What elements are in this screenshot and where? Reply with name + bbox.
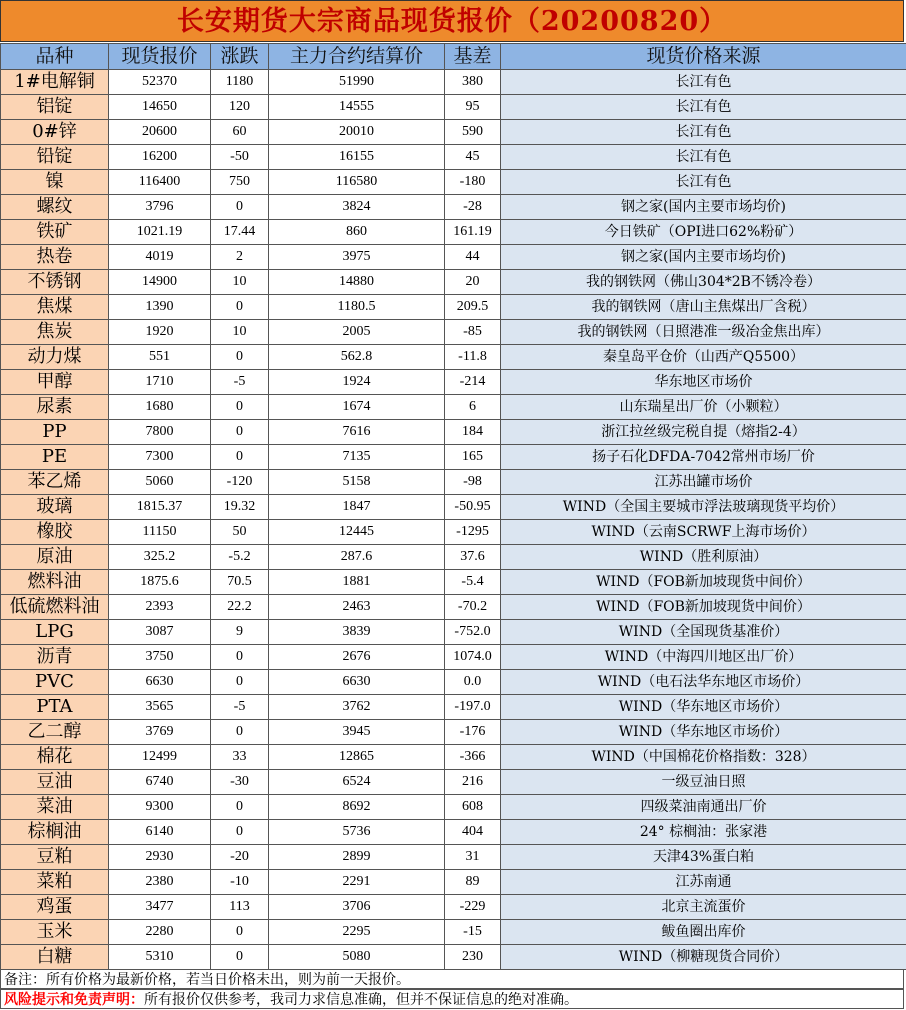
spot-price-cell: 7800 [109,420,211,445]
change-cell: 2 [211,245,269,270]
header-basis: 基差 [445,44,501,70]
settle-price-cell: 2295 [269,920,445,945]
basis-cell: 184 [445,420,501,445]
spot-price-cell: 6740 [109,770,211,795]
spot-price-cell: 3796 [109,195,211,220]
source-cell: 钢之家(国内主要市场均价) [501,245,906,270]
change-cell: 33 [211,745,269,770]
settle-price-cell: 14880 [269,270,445,295]
basis-cell: 89 [445,870,501,895]
disclaimer [0,989,904,1009]
table-row [1,95,906,120]
spot-price-cell: 3769 [109,720,211,745]
table-row [1,345,906,370]
settle-price-cell: 2005 [269,320,445,345]
settle-price-cell: 3945 [269,720,445,745]
source-cell: 长江有色 [501,95,906,120]
basis-cell: 161.19 [445,220,501,245]
source-cell: WIND（华东地区市场价） [501,695,906,720]
basis-cell: -229 [445,895,501,920]
basis-cell: 0.0 [445,670,501,695]
variety-cell: 菜粕 [1,870,109,895]
settle-price-cell: 5158 [269,470,445,495]
settle-price-cell: 287.6 [269,545,445,570]
settle-price-cell: 7135 [269,445,445,470]
variety-cell: 玉米 [1,920,109,945]
spot-price-cell: 2380 [109,870,211,895]
change-cell: 50 [211,520,269,545]
basis-cell: -214 [445,370,501,395]
variety-cell: 棕榈油 [1,820,109,845]
settle-price-cell: 7616 [269,420,445,445]
table-row [1,620,906,645]
header-change: 涨跌 [211,44,269,70]
change-cell: 113 [211,895,269,920]
variety-cell: PP [1,420,109,445]
source-cell: 长江有色 [501,120,906,145]
basis-cell: -752.0 [445,620,501,645]
spot-price-cell: 1920 [109,320,211,345]
source-cell: 长江有色 [501,145,906,170]
change-cell: 0 [211,795,269,820]
change-cell: 70.5 [211,570,269,595]
source-cell: WIND（FOB新加坡现货中间价） [501,570,906,595]
basis-cell: -50.95 [445,495,501,520]
spot-price-cell: 5060 [109,470,211,495]
change-cell: -120 [211,470,269,495]
spot-price-cell: 9300 [109,795,211,820]
variety-cell: 铁矿 [1,220,109,245]
settle-price-cell: 12445 [269,520,445,545]
variety-cell: PTA [1,695,109,720]
table-row [1,870,906,895]
variety-cell: 动力煤 [1,345,109,370]
basis-cell: 37.6 [445,545,501,570]
table-row [1,420,906,445]
table-row [1,195,906,220]
change-cell: 1180 [211,70,269,95]
change-cell: 0 [211,420,269,445]
basis-cell: 608 [445,795,501,820]
variety-cell: 铝锭 [1,95,109,120]
header-price-source: 现货价格来源 [501,44,906,70]
basis-cell: -11.8 [445,345,501,370]
spot-price-cell: 6630 [109,670,211,695]
source-cell: 我的钢铁网（唐山主焦煤出厂含税） [501,295,906,320]
source-cell: 扬子石化DFDA-7042常州市场厂价 [501,445,906,470]
spot-price-cell: 6140 [109,820,211,845]
table-row [1,520,906,545]
change-cell: 0 [211,670,269,695]
table-row [1,470,906,495]
spot-price-cell: 3750 [109,645,211,670]
table-row [1,370,906,395]
settle-price-cell: 3762 [269,695,445,720]
variety-cell: 玻璃 [1,495,109,520]
source-cell: 今日铁矿（OPI进口62%粉矿） [501,220,906,245]
source-cell: 山东瑞星出厂价（小颗粒） [501,395,906,420]
settle-price-cell: 5736 [269,820,445,845]
settle-price-cell: 2463 [269,595,445,620]
variety-cell: 原油 [1,545,109,570]
basis-cell: 20 [445,270,501,295]
settle-price-cell: 5080 [269,945,445,970]
table-row [1,595,906,620]
variety-cell: 1#电解铜 [1,70,109,95]
spot-price-cell: 3087 [109,620,211,645]
settle-price-cell: 12865 [269,745,445,770]
source-cell: 江苏出罐市场价 [501,470,906,495]
table-row [1,670,906,695]
page-title: 长安期货大宗商品现货报价（20200820） [0,0,904,42]
variety-cell: 棉花 [1,745,109,770]
change-cell: -20 [211,845,269,870]
source-cell: 江苏南通 [501,870,906,895]
basis-cell: -85 [445,320,501,345]
header-variety: 品种 [1,44,109,70]
basis-cell: 216 [445,770,501,795]
change-cell: -50 [211,145,269,170]
table-row [1,445,906,470]
source-cell: WIND（电石法华东地区市场价） [501,670,906,695]
source-cell: 秦皇岛平仓价（山西产Q5500） [501,345,906,370]
table-row [1,695,906,720]
basis-cell: 404 [445,820,501,845]
variety-cell: 鸡蛋 [1,895,109,920]
basis-cell: -176 [445,720,501,745]
spot-price-cell: 11150 [109,520,211,545]
variety-cell: PE [1,445,109,470]
variety-cell: 菜油 [1,795,109,820]
variety-cell: 乙二醇 [1,720,109,745]
table-row [1,145,906,170]
variety-cell: 不锈钢 [1,270,109,295]
change-cell: 0 [211,645,269,670]
settle-price-cell: 1924 [269,370,445,395]
basis-cell: 45 [445,145,501,170]
source-cell: 一级豆油日照 [501,770,906,795]
spot-price-cell: 12499 [109,745,211,770]
table-row [1,395,906,420]
settle-price-cell: 860 [269,220,445,245]
change-cell: -5.2 [211,545,269,570]
settle-price-cell: 16155 [269,145,445,170]
spot-price-cell: 2930 [109,845,211,870]
note: 备注：所有价格为最新价格，若当日价格未出，则为前一天报价。 [0,969,904,989]
variety-cell: 低硫燃料油 [1,595,109,620]
source-cell: 华东地区市场价 [501,370,906,395]
source-cell: WIND（中国棉花价格指数：328） [501,745,906,770]
header-spot-price: 现货报价 [109,44,211,70]
settle-price-cell: 1180.5 [269,295,445,320]
change-cell: 10 [211,320,269,345]
basis-cell: 1074.0 [445,645,501,670]
table-row [1,170,906,195]
change-cell: 10 [211,270,269,295]
table-row [1,270,906,295]
change-cell: -5 [211,370,269,395]
settle-price-cell: 3706 [269,895,445,920]
basis-cell: -5.4 [445,570,501,595]
source-cell: WIND（云南SCRWF上海市场价） [501,520,906,545]
settle-price-cell: 3824 [269,195,445,220]
source-cell: WIND（胜利原油） [501,545,906,570]
source-cell: 钢之家(国内主要市场均价) [501,195,906,220]
settle-price-cell: 51990 [269,70,445,95]
settle-price-cell: 2899 [269,845,445,870]
spot-price-cell: 325.2 [109,545,211,570]
spot-price-cell: 116400 [109,170,211,195]
settle-price-cell: 6524 [269,770,445,795]
table-row [1,920,906,945]
settle-price-cell: 3839 [269,620,445,645]
variety-cell: 豆粕 [1,845,109,870]
basis-cell: -366 [445,745,501,770]
variety-cell: 苯乙烯 [1,470,109,495]
variety-cell: 沥青 [1,645,109,670]
variety-cell: PVC [1,670,109,695]
table-row [1,545,906,570]
spot-price-cell: 2280 [109,920,211,945]
basis-cell: -28 [445,195,501,220]
settle-price-cell: 2676 [269,645,445,670]
table-row [1,295,906,320]
source-cell: WIND（中海四川地区出厂价） [501,645,906,670]
table-row [1,70,906,95]
variety-cell: 甲醇 [1,370,109,395]
spot-price-cell: 1815.37 [109,495,211,520]
change-cell: -5 [211,695,269,720]
change-cell: 9 [211,620,269,645]
spot-price-cell: 4019 [109,245,211,270]
variety-cell: 白糖 [1,945,109,970]
basis-cell: 590 [445,120,501,145]
variety-cell: 橡胶 [1,520,109,545]
change-cell: 22.2 [211,595,269,620]
source-cell: WIND（全国主要城市浮法玻璃现货平均价） [501,495,906,520]
basis-cell: 165 [445,445,501,470]
header-settle-price: 主力合约结算价 [269,44,445,70]
basis-cell: 380 [445,70,501,95]
source-cell: 北京主流蛋价 [501,895,906,920]
table-row [1,820,906,845]
spot-price-cell: 1680 [109,395,211,420]
settle-price-cell: 1881 [269,570,445,595]
source-cell: 24° 棕榈油：张家港 [501,820,906,845]
change-cell: 19.32 [211,495,269,520]
table-row [1,645,906,670]
change-cell: 0 [211,920,269,945]
change-cell: 750 [211,170,269,195]
spot-price-cell: 1021.19 [109,220,211,245]
change-cell: 120 [211,95,269,120]
spot-price-cell: 52370 [109,70,211,95]
variety-cell: 豆油 [1,770,109,795]
basis-cell: -70.2 [445,595,501,620]
basis-cell: -98 [445,470,501,495]
variety-cell: 0#锌 [1,120,109,145]
table-row [1,795,906,820]
change-cell: 0 [211,345,269,370]
spot-price-cell: 14650 [109,95,211,120]
change-cell: 0 [211,195,269,220]
source-cell: 我的钢铁网（日照港准一级冶金焦出库） [501,320,906,345]
source-cell: 四级菜油南通出厂价 [501,795,906,820]
spot-price-cell: 2393 [109,595,211,620]
price-table [0,43,906,970]
variety-cell: LPG [1,620,109,645]
change-cell: 0 [211,445,269,470]
table-row [1,320,906,345]
spot-price-cell: 3565 [109,695,211,720]
spot-price-cell: 5310 [109,945,211,970]
change-cell: -10 [211,870,269,895]
spot-price-cell: 14900 [109,270,211,295]
change-cell: 60 [211,120,269,145]
settle-price-cell: 562.8 [269,345,445,370]
source-cell: 浙江拉丝级完税自提（熔指2-4） [501,420,906,445]
table-row [1,745,906,770]
table-row [1,770,906,795]
change-cell: 17.44 [211,220,269,245]
spot-price-cell: 7300 [109,445,211,470]
basis-cell: 230 [445,945,501,970]
settle-price-cell: 20010 [269,120,445,145]
source-cell: 长江有色 [501,170,906,195]
variety-cell: 尿素 [1,395,109,420]
settle-price-cell: 3975 [269,245,445,270]
spot-price-cell: 1710 [109,370,211,395]
spot-price-cell: 1390 [109,295,211,320]
table-row [1,895,906,920]
variety-cell: 铅锭 [1,145,109,170]
basis-cell: 6 [445,395,501,420]
settle-price-cell: 6630 [269,670,445,695]
table-row [1,120,906,145]
source-cell: WIND（FOB新加坡现货中间价） [501,595,906,620]
variety-cell: 焦炭 [1,320,109,345]
variety-cell: 热卷 [1,245,109,270]
variety-cell: 螺纹 [1,195,109,220]
basis-cell: -15 [445,920,501,945]
source-cell: WIND（柳糖现货合同价） [501,945,906,970]
table-row [1,495,906,520]
change-cell: 0 [211,820,269,845]
table-row [1,220,906,245]
source-cell: 天津43%蛋白粕 [501,845,906,870]
change-cell: -30 [211,770,269,795]
basis-cell: -1295 [445,520,501,545]
basis-cell: 44 [445,245,501,270]
table-row [1,845,906,870]
disclaimer-label: 风险提示和免责声明： [4,992,144,1008]
variety-cell: 焦煤 [1,295,109,320]
basis-cell: 31 [445,845,501,870]
variety-cell: 燃料油 [1,570,109,595]
basis-cell: -180 [445,170,501,195]
spot-price-cell: 551 [109,345,211,370]
basis-cell: 95 [445,95,501,120]
spot-price-cell: 16200 [109,145,211,170]
source-cell: WIND（全国现货基准价） [501,620,906,645]
settle-price-cell: 1847 [269,495,445,520]
settle-price-cell: 116580 [269,170,445,195]
source-cell: WIND（华东地区市场价） [501,720,906,745]
table-row [1,720,906,745]
source-cell: 鲅鱼圈出库价 [501,920,906,945]
settle-price-cell: 1674 [269,395,445,420]
spot-price-cell: 20600 [109,120,211,145]
table-row [1,945,906,970]
variety-cell: 镍 [1,170,109,195]
table-row [1,570,906,595]
settle-price-cell: 8692 [269,795,445,820]
header-row [1,44,906,70]
table-row [1,245,906,270]
change-cell: 0 [211,395,269,420]
source-cell: 长江有色 [501,70,906,95]
spot-price-cell: 1875.6 [109,570,211,595]
settle-price-cell: 14555 [269,95,445,120]
source-cell: 我的钢铁网（佛山304*2B不锈冷卷） [501,270,906,295]
change-cell: 0 [211,945,269,970]
spot-price-cell: 3477 [109,895,211,920]
basis-cell: -197.0 [445,695,501,720]
change-cell: 0 [211,295,269,320]
change-cell: 0 [211,720,269,745]
disclaimer-text: 所有报价仅供参考，我司力求信息准确，但并不保证信息的绝对准确。 [144,992,578,1008]
basis-cell: 209.5 [445,295,501,320]
settle-price-cell: 2291 [269,870,445,895]
